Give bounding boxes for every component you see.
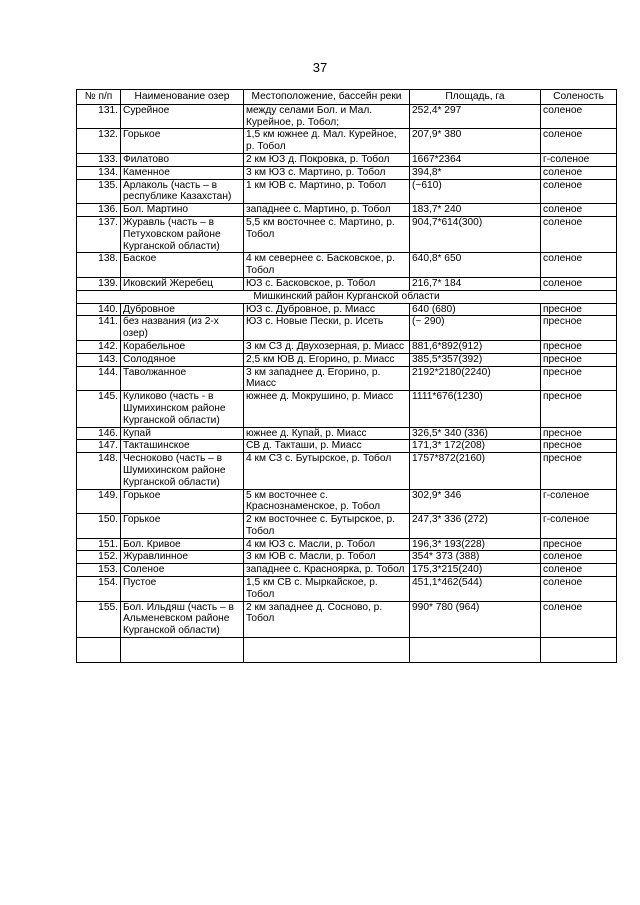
cell-salinity: соленое xyxy=(541,253,617,278)
cell-area: 171,3* 172(208) xyxy=(410,440,541,453)
cell-area: (~ 290) xyxy=(410,316,541,341)
table-row xyxy=(77,153,617,166)
cell-name: Пустое xyxy=(121,577,244,602)
cell-num: 145. xyxy=(77,391,121,427)
cell-salinity: соленое xyxy=(541,104,617,129)
cell-location: ЮЗ с. Новые Пески, р. Исеть xyxy=(244,316,410,341)
cell-name: Журавлинное xyxy=(121,551,244,564)
table-row xyxy=(77,440,617,453)
table-row xyxy=(77,179,617,204)
cell-num: 141. xyxy=(77,316,121,341)
cell-num: 148. xyxy=(77,453,121,489)
cell-num: 133. xyxy=(77,153,121,166)
header-area: Площадь, га xyxy=(410,90,541,105)
cell-location: западнее с. Красноярка, р. Тобол xyxy=(244,564,410,577)
cell-salinity: пресное xyxy=(541,453,617,489)
table-row xyxy=(77,166,617,179)
cell-name: Горькое xyxy=(121,514,244,539)
empty-cell xyxy=(121,638,244,663)
cell-num: 142. xyxy=(77,340,121,353)
cell-location: между селами Бол. и Мал. Курейное, р. Тобол; xyxy=(244,104,410,129)
cell-num: 131. xyxy=(77,104,121,129)
cell-salinity: пресное xyxy=(541,316,617,341)
empty-cell xyxy=(410,638,541,663)
cell-name: Каменное xyxy=(121,166,244,179)
header-name: Наименование озер xyxy=(121,90,244,105)
cell-num: 144. xyxy=(77,366,121,391)
table-row xyxy=(77,204,617,217)
cell-location: 2 км восточнее с. Бутырское, р. Тобол xyxy=(244,514,410,539)
cell-area: 207,9* 380 xyxy=(410,129,541,154)
cell-location: 4 км ЮЗ с. Масли, р. Тобол xyxy=(244,538,410,551)
cell-location: 5,5 км восточнее с. Мартино, р. Тобол xyxy=(244,216,410,252)
cell-location: ЮЗ с. Дубровное, р. Миасс xyxy=(244,303,410,316)
cell-location: южнее д. Мокрушино, р. Миасс xyxy=(244,391,410,427)
cell-num: 154. xyxy=(77,577,121,602)
table-row-empty xyxy=(77,638,617,663)
cell-salinity: соленое xyxy=(541,179,617,204)
cell-salinity: пресное xyxy=(541,440,617,453)
cell-area: 1111*676(1230) xyxy=(410,391,541,427)
cell-salinity: пресное xyxy=(541,303,617,316)
cell-location: ЮЗ с. Басковское, р. Тобол xyxy=(244,277,410,290)
cell-num: 149. xyxy=(77,489,121,514)
cell-num: 147. xyxy=(77,440,121,453)
cell-location: 3 км ЮЗ с. Мартино, р. Тобол xyxy=(244,166,410,179)
cell-area: 2192*2180(2240) xyxy=(410,366,541,391)
cell-name: Филатово xyxy=(121,153,244,166)
cell-location: СВ д. Такташи, р. Миасс xyxy=(244,440,410,453)
cell-salinity: пресное xyxy=(541,353,617,366)
page-number: 37 xyxy=(312,60,328,75)
cell-name: Соленое xyxy=(121,564,244,577)
table-row xyxy=(77,391,617,427)
cell-name: Журавль (часть – в Петуховском районе Курганской области) xyxy=(121,216,244,252)
cell-area: 183,7* 240 xyxy=(410,204,541,217)
table-row xyxy=(77,577,617,602)
cell-location: 3 км ЮВ с. Масли, р. Тобол xyxy=(244,551,410,564)
header-num: № п/п xyxy=(77,90,121,105)
cell-num: 132. xyxy=(77,129,121,154)
cell-area: 1667*2364 xyxy=(410,153,541,166)
cell-location: 4 км севернее с. Басковское, р. Тобол xyxy=(244,253,410,278)
cell-salinity: соленое xyxy=(541,551,617,564)
cell-name: Бол. Ильдяш (часть – в Альменевском районе Курганской области) xyxy=(121,601,244,637)
cell-salinity: пресное xyxy=(541,538,617,551)
cell-name: Иковский Жеребец xyxy=(121,277,244,290)
cell-num: 155. xyxy=(77,601,121,637)
cell-name: Куликово (часть - в Шумихинском районе Курганской области) xyxy=(121,391,244,427)
cell-area: 216,7* 184 xyxy=(410,277,541,290)
table-row xyxy=(77,353,617,366)
cell-name: Купай xyxy=(121,427,244,440)
cell-name: Бол. Кривое xyxy=(121,538,244,551)
cell-location: южнее д. Купай, р. Миасс xyxy=(244,427,410,440)
empty-cell xyxy=(244,638,410,663)
table-row xyxy=(77,277,617,290)
cell-salinity: пресное xyxy=(541,391,617,427)
empty-cell xyxy=(77,638,121,663)
cell-name: Дубровное xyxy=(121,303,244,316)
cell-salinity: г-соленое xyxy=(541,489,617,514)
cell-name: Корабельное xyxy=(121,340,244,353)
table-header-row xyxy=(77,90,617,105)
cell-area: 904,7*614(300) xyxy=(410,216,541,252)
empty-cell xyxy=(541,638,617,663)
cell-salinity: соленое xyxy=(541,601,617,637)
cell-num: 138. xyxy=(77,253,121,278)
cell-salinity: г-соленое xyxy=(541,514,617,539)
cell-area: 394,8* xyxy=(410,166,541,179)
cell-location: 3 км западнее д. Егорино, р. Миасс xyxy=(244,366,410,391)
cell-num: 146. xyxy=(77,427,121,440)
table-row xyxy=(77,253,617,278)
cell-area: 385,5*357(392) xyxy=(410,353,541,366)
table-row xyxy=(77,104,617,129)
cell-area: 881,6*892(912) xyxy=(410,340,541,353)
table-row xyxy=(77,564,617,577)
cell-num: 152. xyxy=(77,551,121,564)
cell-location: 1 км ЮВ с. Мартино, р. Тобол xyxy=(244,179,410,204)
cell-name: Горькое xyxy=(121,129,244,154)
cell-salinity: соленое xyxy=(541,129,617,154)
cell-salinity: соленое xyxy=(541,204,617,217)
section-title: Мишкинский район Курганской области xyxy=(77,290,617,303)
cell-salinity: г-соленое xyxy=(541,153,617,166)
cell-location: 4 км СЗ с. Бутырское, р. Тобол xyxy=(244,453,410,489)
cell-area: 252,4* 297 xyxy=(410,104,541,129)
cell-name: Арлаколь (часть – в республике Казахстан) xyxy=(121,179,244,204)
table-row xyxy=(77,129,617,154)
cell-salinity: пресное xyxy=(541,427,617,440)
table-row xyxy=(77,514,617,539)
section-row xyxy=(77,290,617,303)
cell-area: (~610) xyxy=(410,179,541,204)
header-location: Местоположение, бассейн реки xyxy=(244,90,410,105)
cell-num: 153. xyxy=(77,564,121,577)
cell-area: 247,3* 336 (272) xyxy=(410,514,541,539)
cell-name: Солодяное xyxy=(121,353,244,366)
header-salinity: Соленость xyxy=(541,90,617,105)
cell-num: 139. xyxy=(77,277,121,290)
cell-num: 136. xyxy=(77,204,121,217)
cell-location: 2 км западнее д. Сосново, р. Тобол xyxy=(244,601,410,637)
table-row xyxy=(77,340,617,353)
table-row xyxy=(77,216,617,252)
cell-location: 3 км СЗ д. Двухозерная, р. Миасс xyxy=(244,340,410,353)
cell-area: 326,5* 340 (336) xyxy=(410,427,541,440)
cell-area: 354* 373 (388) xyxy=(410,551,541,564)
table-row xyxy=(77,316,617,341)
cell-location: 2,5 км ЮВ д. Егорино, р. Миасс xyxy=(244,353,410,366)
cell-area: 302,9* 346 xyxy=(410,489,541,514)
lakes-table xyxy=(76,89,617,663)
table-row xyxy=(77,366,617,391)
cell-name: Такташинское xyxy=(121,440,244,453)
cell-area: 640 (680) xyxy=(410,303,541,316)
cell-salinity: соленое xyxy=(541,564,617,577)
cell-salinity: соленое xyxy=(541,277,617,290)
table-row xyxy=(77,601,617,637)
cell-num: 150. xyxy=(77,514,121,539)
cell-location: 2 км ЮЗ д. Покровка, р. Тобол xyxy=(244,153,410,166)
cell-location: 1,5 км южнее д. Мал. Курейное, р. Тобол xyxy=(244,129,410,154)
cell-area: 196,3* 193(228) xyxy=(410,538,541,551)
cell-area: 640,8* 650 xyxy=(410,253,541,278)
table-row xyxy=(77,453,617,489)
table-row xyxy=(77,538,617,551)
cell-salinity: соленое xyxy=(541,166,617,179)
cell-num: 151. xyxy=(77,538,121,551)
cell-salinity: соленое xyxy=(541,216,617,252)
cell-salinity: пресное xyxy=(541,366,617,391)
cell-num: 137. xyxy=(77,216,121,252)
cell-num: 135. xyxy=(77,179,121,204)
cell-name: Баское xyxy=(121,253,244,278)
cell-num: 143. xyxy=(77,353,121,366)
table-row xyxy=(77,489,617,514)
cell-area: 451,1*462(544) xyxy=(410,577,541,602)
cell-location: западнее с. Мартино, р. Тобол xyxy=(244,204,410,217)
cell-salinity: пресное xyxy=(541,340,617,353)
cell-num: 140. xyxy=(77,303,121,316)
cell-area: 1757*872(2160) xyxy=(410,453,541,489)
cell-name: Бол. Мартино xyxy=(121,204,244,217)
table-row xyxy=(77,427,617,440)
table-row xyxy=(77,551,617,564)
cell-location: 5 км восточнее с. Краснознаменское, р. Тобол xyxy=(244,489,410,514)
cell-name: Чесноково (часть – в Шумихинском районе Курганской области) xyxy=(121,453,244,489)
cell-area: 175,3*215(240) xyxy=(410,564,541,577)
cell-name: Таволжанное xyxy=(121,366,244,391)
cell-name: без названия (из 2-х озер) xyxy=(121,316,244,341)
cell-location: 1,5 км СВ с. Мыркайское, р. Тобол xyxy=(244,577,410,602)
cell-salinity: соленое xyxy=(541,577,617,602)
cell-num: 134. xyxy=(77,166,121,179)
cell-name: Горькое xyxy=(121,489,244,514)
cell-name: Сурейное xyxy=(121,104,244,129)
cell-area: 990* 780 (964) xyxy=(410,601,541,637)
table-row xyxy=(77,303,617,316)
